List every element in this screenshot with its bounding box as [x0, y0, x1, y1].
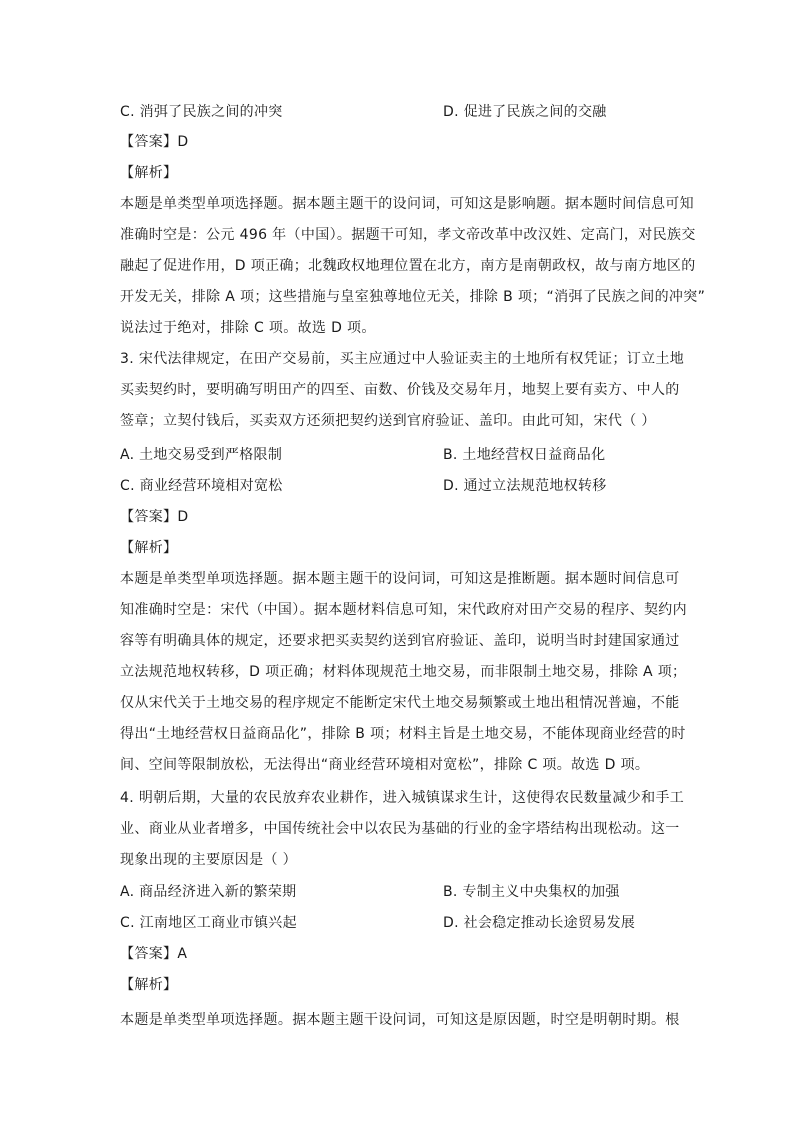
- q3-stem-line: 3. 宋代法律规定，在田产交易前，买主应通过中人验证卖主的土地所有权凭证；订立土地: [120, 351, 685, 367]
- q4-option-b: B. 专制主义中央集权的加强: [443, 884, 620, 900]
- q3-analysis-line: 本题是单类型单项选择题。据本题主题干的设问词，可知这是推断题。据本题时间信息可: [120, 571, 680, 587]
- q2-analysis-line: 开发无关，排除 A 项；这些措施与皇室独尊地位无关，排除 B 项；“消弭了民族之间的冲突”: [120, 289, 706, 305]
- q4-stem-line: 现象出现的主要原因是（ ）: [120, 852, 297, 868]
- q3-option-b: B. 土地经营权日益商品化: [443, 447, 606, 463]
- q3-analysis-line: 容等有明确具体的规定，还要求把买卖契约送到官府验证、盖印，说明当时封建国家通过: [120, 633, 680, 649]
- q3-analysis-line: 立法规范地权转移，D 项正确；材料体现规范土地交易，而非限制土地交易，排除 A 项；: [120, 664, 687, 680]
- q4-analysis-label: 【解析】: [120, 977, 178, 993]
- q4-option-c: C. 江南地区工商业市镇兴起: [120, 915, 297, 931]
- q3-analysis-label: 【解析】: [120, 540, 178, 556]
- q2-analysis-label: 【解析】: [120, 165, 178, 181]
- q3-analysis-line: 得出“土地经营权日益商品化”，排除 B 项；材料主旨是土地交易，不能体现商业经营的时: [120, 726, 686, 742]
- q3-answer: 【答案】D: [120, 509, 189, 525]
- q3-analysis-line: 仅从宋代关于土地交易的程序规定不能断定宋代土地交易频繁或土地出租情况普遍，不能: [120, 695, 680, 711]
- q3-option-c: C. 商业经营环境相对宽松: [120, 478, 283, 494]
- q2-option-c: C. 消弭了民族之间的冲突: [120, 104, 283, 120]
- q4-option-d: D. 社会稳定推动长途贸易发展: [443, 915, 636, 931]
- q2-analysis-line: 融起了促进作用，D 项正确；北魏政权地理位置在北方，南方是南朝政权，故与南方地区的: [120, 258, 696, 274]
- q4-option-a: A. 商品经济进入新的繁荣期: [120, 884, 297, 900]
- q3-option-d: D. 通过立法规范地权转移: [443, 478, 607, 494]
- q2-answer: 【答案】D: [120, 134, 189, 150]
- q4-stem-line: 4. 明朝后期，大量的农民放弃农业耕作，进入城镇谋求生计，这使得农民数量减少和手工: [120, 790, 685, 806]
- q3-stem-line: 签章；立契付钱后，买卖双方还须把契约送到官府验证、盖印。由此可知，宋代（ ）: [120, 413, 656, 429]
- q2-analysis-line: 准确时空是：公元 496 年（中国）。据题干可知，孝文帝改革中改汉姓、定高门，对民族交: [120, 227, 696, 243]
- q2-analysis-line: 说法过于绝对，排除 C 项。故选 D 项。: [120, 320, 376, 336]
- q3-analysis-line: 间、空间等限制放松，无法得出“商业经营环境相对宽松”，排除 C 项。故选 D 项。: [120, 757, 650, 773]
- q2-analysis-line: 本题是单类型单项选择题。据本题主题干的设问词，可知这是影响题。据本题时间信息可知: [120, 196, 694, 212]
- q4-stem-line: 业、商业从业者增多，中国传统社会中以农民为基础的行业的金字塔结构出现松动。这一: [120, 821, 680, 837]
- q3-option-a: A. 土地交易受到严格限制: [120, 447, 283, 463]
- q3-analysis-line: 知准确时空是：宋代（中国）。据本题材料信息可知，宋代政府对田产交易的程序、契约内: [120, 602, 687, 618]
- q2-option-d: D. 促进了民族之间的交融: [443, 104, 607, 120]
- q4-analysis-line: 本题是单类型单项选择题。据本题主题干设问词，可知这是原因题，时空是明朝时期。根: [120, 1012, 680, 1028]
- q4-answer: 【答案】A: [120, 946, 188, 962]
- q3-stem-line: 买卖契约时，要明确写明田产的四至、亩数、价钱及交易年月，地契上要有卖方、中人的: [120, 382, 680, 398]
